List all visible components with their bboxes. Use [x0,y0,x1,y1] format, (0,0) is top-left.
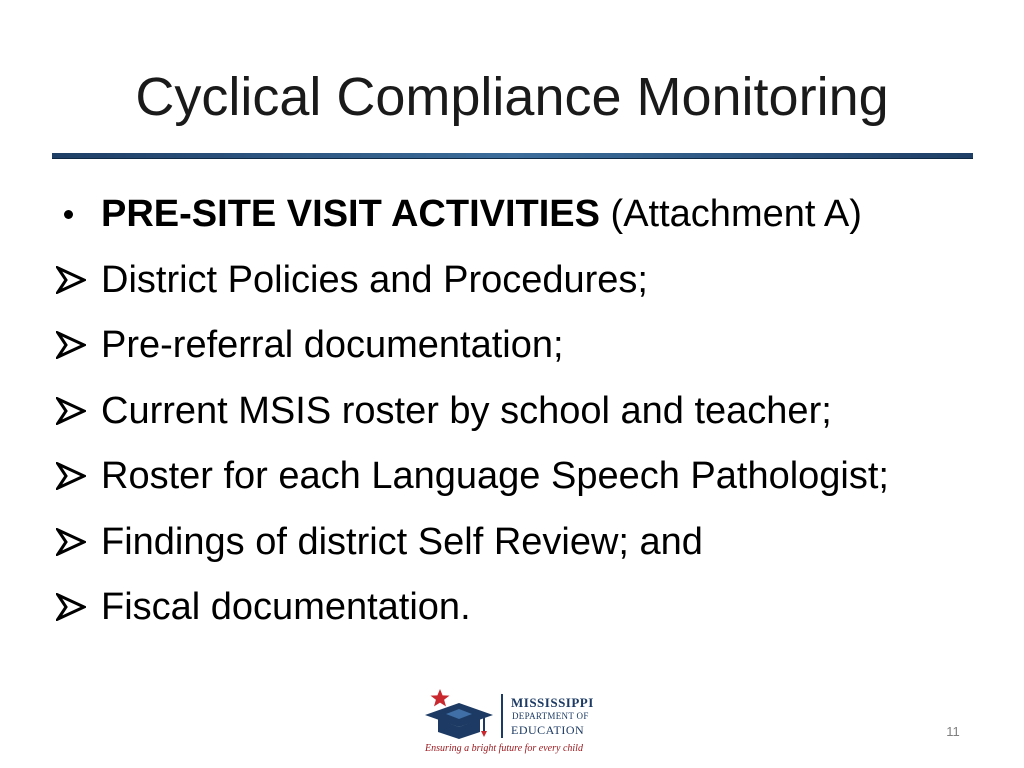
list-item [56,511,976,577]
list-item [56,576,976,642]
mde-logo: MISSISSIPPI DEPARTMENT OF EDUCATION Ensuring a bright future for every child [421,688,605,762]
graduation-cap-star-icon [423,688,497,744]
attachment-reference: (Attachment A) [600,193,862,235]
list-item [56,380,976,446]
arrow-bullet-icon [56,249,101,311]
arrow-bullet-icon [56,511,101,573]
bullet-list [56,183,976,642]
list-item-label: Current MSIS roster by school and teacher; [101,389,832,432]
arrow-bullet-icon [56,445,101,507]
slide-number: 11 [946,724,960,739]
list-item-label: District Policies and Procedures; [101,258,648,301]
list-item [56,249,976,315]
list-heading-item [56,183,976,249]
logo-tagline: Ensuring a bright future for every child [425,743,583,754]
list-item-label: Pre-referral documentation; [101,324,564,366]
list-item-label: Fiscal documentation. [101,586,471,628]
arrow-bullet-icon [56,576,101,638]
list-item-label: Findings of district Self Review; and [101,520,703,563]
title-divider [52,153,973,159]
list-item-label: Roster for each Language Speech Pathologist; [101,455,889,497]
list-item [56,314,976,380]
arrow-bullet-icon [56,380,101,442]
arrow-bullet-icon [56,314,101,376]
slide-title: Cyclical Compliance Monitoring [135,67,889,127]
bullet-dot-icon [56,183,101,245]
logo-divider [501,694,503,738]
list-item [56,445,976,511]
section-heading: PRE-SITE VISIT ACTIVITIES [101,193,600,235]
